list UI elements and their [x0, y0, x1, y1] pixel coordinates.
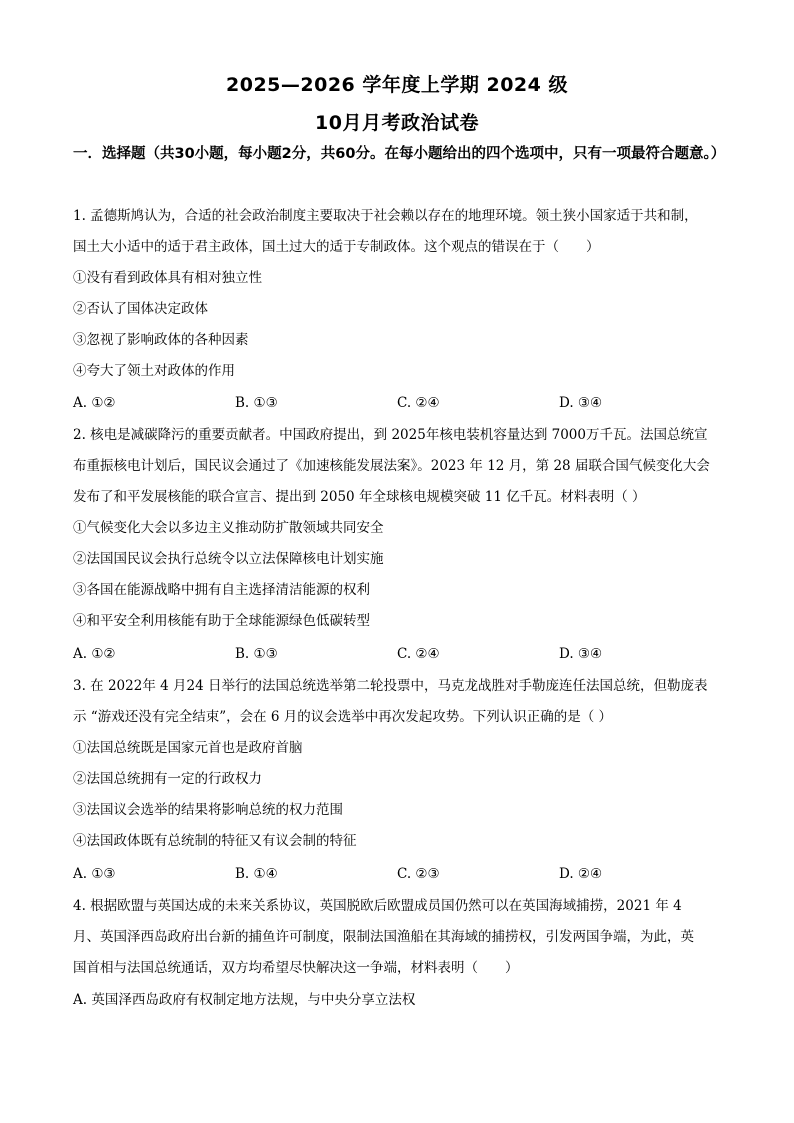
q2-item-1: ①气候变化大会以多边主义推动防扩散领域共同安全 — [73, 520, 384, 536]
q1-option-b[interactable]: B. ①③ — [235, 395, 278, 411]
q1-stem-line2: 国土大小适中的适于君主政体，国土过大的适于专制政体。这个观点的错误在于（ ） — [73, 239, 600, 255]
q2-stem-line3: 发布了和平发展核能的联合宣言、提出到 2050 年全球核电规模突破 11 亿千瓦。材料表明（ ） — [73, 489, 646, 505]
q2-option-c[interactable]: C. ②④ — [397, 646, 440, 662]
q1-option-c[interactable]: C. ②④ — [397, 395, 440, 411]
q3-option-b[interactable]: B. ①④ — [235, 866, 278, 882]
q2-option-d[interactable]: D. ③④ — [559, 646, 603, 662]
q1-option-a[interactable]: A. ①② — [73, 395, 116, 411]
section-heading: 一．选择题（共30小题，每小题2分，共60分。在每小题给出的四个选项中，只有一项最符合题意。） — [73, 146, 726, 162]
q4-option-a[interactable]: A. 英国泽西岛政府有权制定地方法规，与中央分享立法权 — [73, 992, 416, 1008]
q3-item-2: ②法国总统拥有一定的行政权力 — [73, 771, 262, 787]
q1-item-4: ④夸大了领土对政体的作用 — [73, 363, 235, 379]
q2-item-2: ②法国国民议会执行总统令以立法保障核电计划实施 — [73, 551, 384, 567]
q4-stem-line3: 国首相与法国总统通话，双方均希望尽快解决这一争端，材料表明（ ） — [73, 960, 519, 976]
q3-item-4: ④法国政体既有总统制的特征又有议会制的特征 — [73, 833, 357, 849]
q2-item-4: ④和平安全利用核能有助于全球能源绿色低碳转型 — [73, 613, 370, 629]
q4-stem-line1: 4. 根据欧盟与英国达成的未来关系协议，英国脱欧后欧盟成员国仍然可以在英国海域捕捞，2021 年 4 — [73, 898, 682, 914]
q2-stem-line1: 2. 核电是减碳降污的重要贡献者。中国政府提出，到 2025年核电装机容量达到 7000万千瓦。法国总统宣 — [73, 427, 708, 443]
q1-options — [73, 393, 733, 413]
q3-stem-line2: 示 “游戏还没有完全结束”，会在 6 月的议会选举中再次发起攻势。下列认识正确的是（ ） — [73, 709, 613, 725]
q2-option-b[interactable]: B. ①③ — [235, 646, 278, 662]
q3-stem-line1: 3. 在 2022年 4 月24 日举行的法国总统选举第二轮投票中，马克龙战胜对手勒庞连任法国总统，但勒庞表 — [73, 678, 708, 694]
q2-option-a[interactable]: A. ①② — [73, 646, 116, 662]
q3-option-a[interactable]: A. ①③ — [73, 866, 116, 882]
q1-option-d[interactable]: D. ③④ — [559, 395, 603, 411]
q3-option-c[interactable]: C. ②③ — [397, 866, 440, 882]
q1-item-1: ①没有看到政体具有相对独立性 — [73, 270, 262, 286]
q3-option-d[interactable]: D. ②④ — [559, 866, 603, 882]
q1-stem-line1: 1. 孟德斯鸠认为，合适的社会政治制度主要取决于社会赖以存在的地理环境。领土狭小国家适于共和制， — [73, 208, 698, 224]
q2-item-3: ③各国在能源战略中拥有自主选择清洁能源的权利 — [73, 582, 370, 598]
q3-options — [73, 864, 733, 884]
exam-title-line2: 10月月考政治试卷 — [315, 112, 479, 134]
q4-stem-line2: 月、英国泽西岛政府出台新的捕鱼许可制度，限制法国渔船在其海域的捕捞权，引发两国争端，为此，英 — [73, 929, 694, 945]
q2-stem-line2: 布重振核电计划后，国民议会通过了《加速核能发展法案》。2023 年 12 月，第 28 届联合国气候变化大会 — [73, 458, 710, 474]
q2-options — [73, 644, 733, 664]
q1-item-3: ③忽视了影响政体的各种因素 — [73, 332, 249, 348]
q3-item-3: ③法国议会选举的结果将影响总统的权力范围 — [73, 802, 343, 818]
exam-title-line1: 2025—2026 学年度上学期 2024 级 — [226, 74, 568, 96]
q3-item-1: ①法国总统既是国家元首也是政府首脑 — [73, 740, 303, 756]
q1-item-2: ②否认了国体决定政体 — [73, 301, 208, 317]
